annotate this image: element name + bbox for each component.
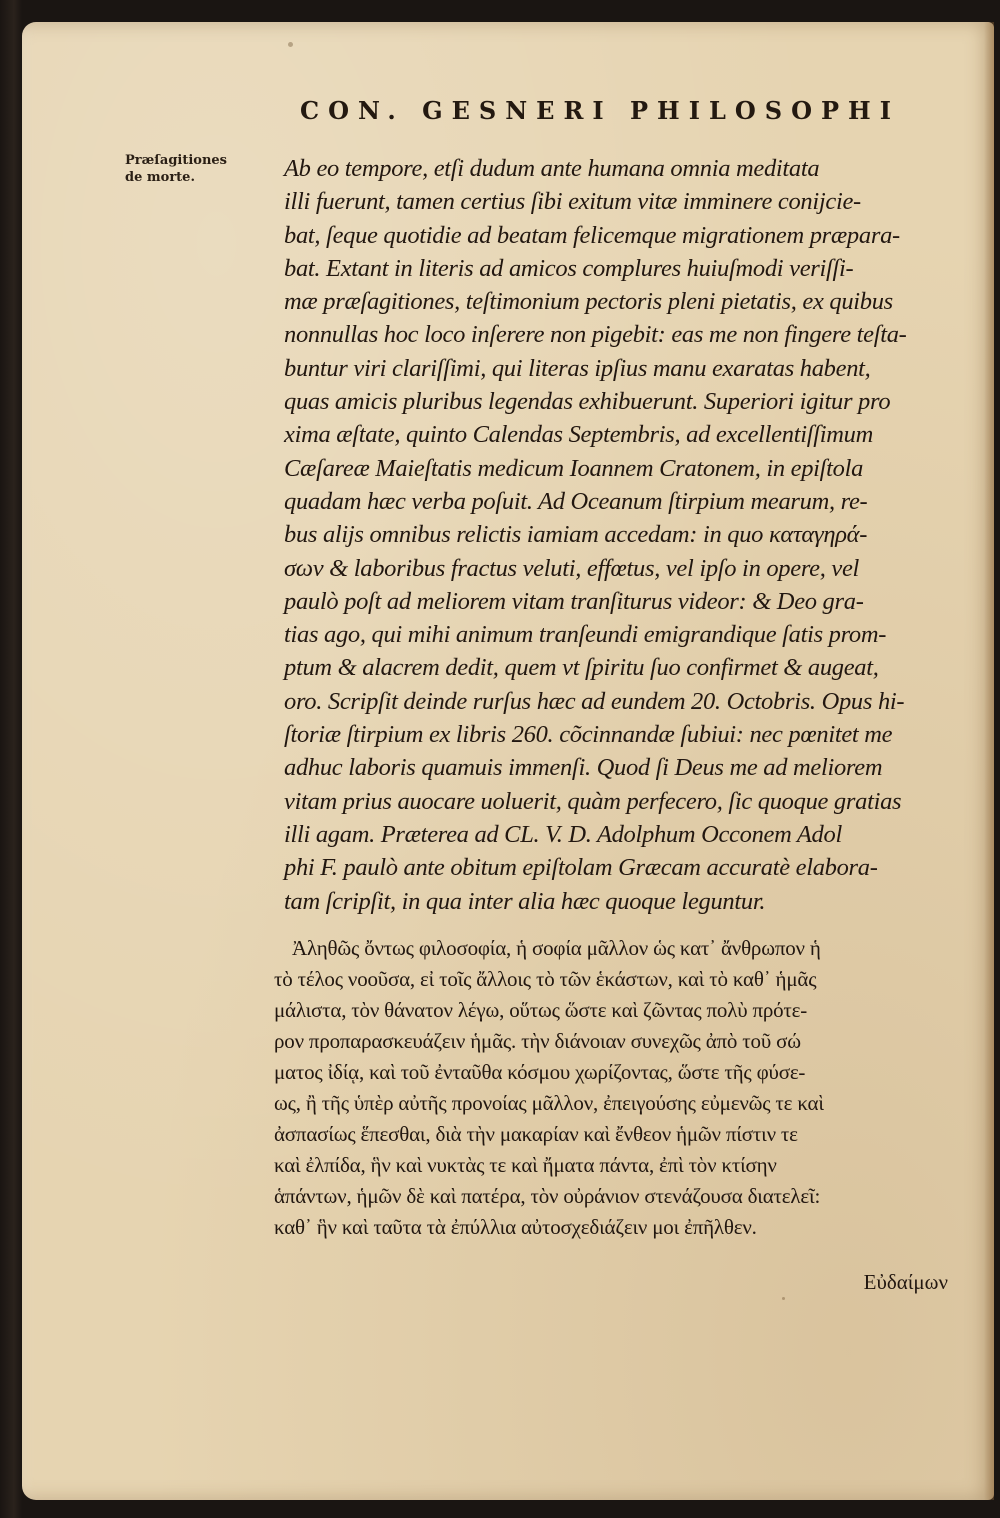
latin-line: ptum & alacrem dedit, quem vt ſpiritu ſuo confirmet & augeat, — [284, 654, 879, 682]
marginal-note-line: de morte. — [125, 170, 195, 185]
latin-line: xima æſtate, quinto Calendas Septembris, ad excellentiſſimum — [284, 421, 873, 449]
latin-line: bus alijs omnibus relictis iamiam accedam: in quo καταγηρά- — [284, 521, 868, 549]
latin-line: adhuc laboris quamuis immenſi. Quod ſi Deus me ad meliorem — [284, 754, 883, 782]
latin-line: tam ſcripſit, in qua inter alia hæc quoque leguntur. — [284, 887, 766, 915]
greek-line: καὶ ἐλπίδα, ἣν καὶ νυκτὰς τε καὶ ἤματα πάντα, ἐπὶ τὸν κτίσην — [274, 1153, 777, 1177]
paper-speck — [288, 42, 293, 47]
greek-line: ρον προπαρασκευάζειν ἡμᾶς. τὴν διάνοιαν συνεχῶς ἀπὸ τοῦ σώ — [274, 1029, 801, 1053]
latin-line: paulò poſt ad meliorem vitam tranſiturus videor: & Deo gra- — [284, 587, 864, 615]
latin-line: mæ præſagitiones, teſtimonium pectoris pleni pietatis, ex quibus — [284, 288, 893, 316]
latin-line: oro. Scripſit deinde rurſus hæc ad eundem 20. Octobris. Opus hi- — [284, 687, 905, 715]
paper-speck — [782, 1297, 785, 1300]
latin-line: quas amicis pluribus legendas exhibuerunt. Superiori igitur pro — [284, 388, 891, 416]
latin-line: bat. Extant in literis ad amicos complures huiuſmodi veriſſi- — [284, 254, 854, 282]
latin-line: tias ago, qui mihi animum tranſeundi emigrandique ſatis prom- — [284, 621, 887, 649]
latin-line: phi F. paulò ante obitum epiſtolam Græcam accuratè elabora- — [284, 854, 878, 882]
latin-line: Ab eo tempore, etſi dudum ante humana omnia meditata — [284, 155, 820, 182]
latin-line: ſtoriæ ſtirpium ex libris 260. cõcinnandæ ſubiui: nec pœnitet me — [284, 721, 893, 749]
latin-line: illi fuerunt, tamen certius ſibi exitum vitæ imminere conijcie- — [284, 188, 861, 216]
greek-line: ματος ἰδίᾳ, καὶ τοῦ ἐνταῦθα κόσμου χωρίζοντας, ὥστε τῆς φύσε- — [274, 1060, 806, 1084]
greek-line: ἀσπασίως ἕπεσθαι, διὰ τὴν μακαρίαν καὶ ἔνθεον ἡμῶν πίστιν τε — [274, 1122, 798, 1146]
marginal-note — [125, 152, 275, 186]
catchword: Εὐδαίμων — [863, 1270, 948, 1294]
greek-line: τὸ τέλος νοοῦσα, εἰ τοῖς ἄλλοις τὸ τῶν ἑκάστων, καὶ τὸ καθ᾽ ἡμᾶς — [274, 967, 817, 991]
latin-line: nonnullas hoc loco inſerere non pigebit: eas me non fingere teſta- — [284, 321, 907, 349]
latin-text-block — [284, 152, 960, 918]
latin-line: buntur viri clariſſimi, qui literas ipſius manu exaratas habent, — [284, 354, 871, 382]
latin-line: Cæſareæ Maieſtatis medicum Ioannem Cratonem, in epiſtola — [284, 454, 864, 482]
greek-line: καθ᾽ ἣν καὶ ταῦτα τὰ ἐπύλλια αὐτοσχεδιάζειν μοι ἐπῆλθεν. — [274, 1215, 757, 1239]
greek-text-block — [274, 933, 964, 1243]
greek-line: ἁπάντων, ἡμῶν δὲ καὶ πατέρα, τὸν οὐράνιον στενάζουσα διατελεῖ: — [274, 1184, 821, 1208]
latin-line: bat, ſeque quotidie ad beatam felicemque migrationem præpara- — [284, 221, 900, 249]
page-edge-shadow — [984, 22, 994, 1500]
running-head: CON. GESNERI PHILOSOPHI — [300, 96, 900, 125]
latin-line: vitam prius auocare uoluerit, quàm perfecero, ſic quoque gratias — [284, 787, 902, 815]
greek-line: μάλιστα, τὸν θάνατον λέγω, οὕτως ὥστε καὶ ζῶντας πολὺ πρότε- — [274, 998, 808, 1022]
latin-line: quadam hæc verba poſuit. Ad Oceanum ſtirpium mearum, re- — [284, 487, 868, 515]
latin-line: illi agam. Præterea ad CL. V. D. Adolphum Occonem Adol — [284, 820, 842, 848]
marginal-note-line: Præſagitiones — [125, 153, 228, 168]
greek-line: ως, ἢ τῆς ὑπὲρ αὐτῆς προνοίας μᾶλλον, ἐπειγούσης εὐμενῶς τε καὶ — [274, 1091, 824, 1115]
latin-line: σων & laboribus fractus veluti, effœtus, vel ipſo in opere, vel — [284, 554, 860, 582]
greek-line: Ἀληθῶς ὄντως φιλοσοφία, ἡ σοφία μᾶλλον ὡς κατ᾽ ἄνθρωπον ἡ — [292, 936, 821, 960]
